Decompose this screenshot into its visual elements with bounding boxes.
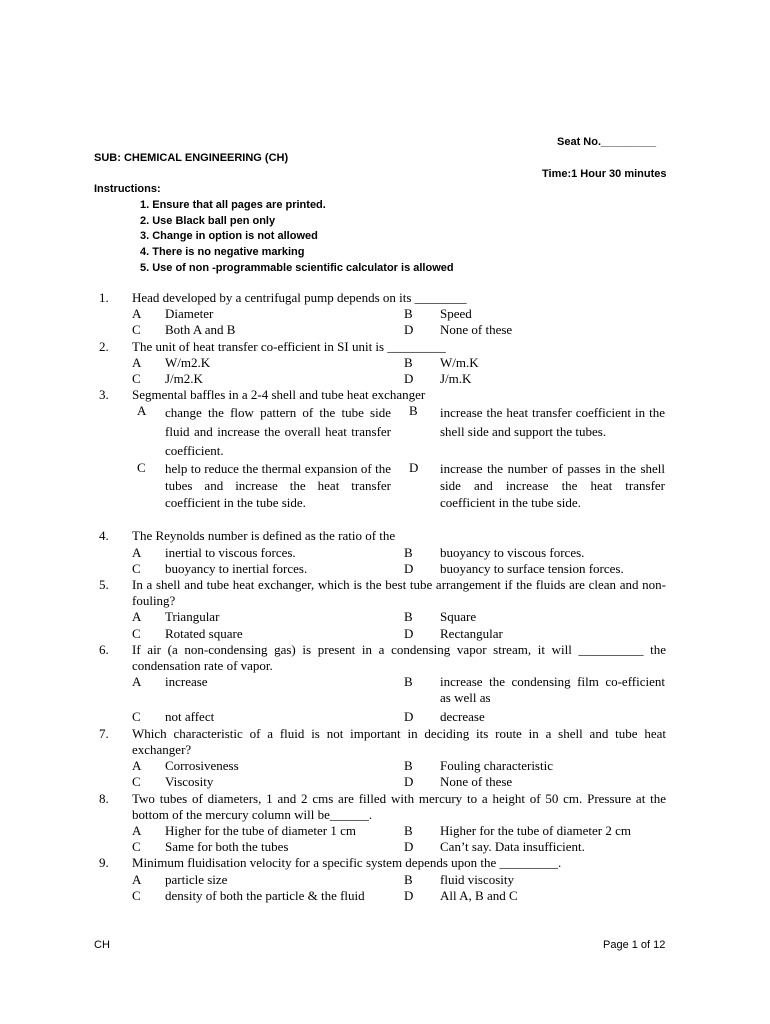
option-letter: B xyxy=(404,306,413,322)
option-text: Both A and B xyxy=(165,322,236,338)
question-number: 4. xyxy=(99,528,109,544)
option-letter: B xyxy=(404,871,413,887)
instructions-heading: Instructions: xyxy=(94,183,161,195)
option-text: not affect xyxy=(165,708,215,724)
question-3 xyxy=(0,387,770,528)
option-text: Fouling characteristic xyxy=(440,758,553,774)
option-text: Can’t say. Data insufficient. xyxy=(440,839,585,855)
option-text: density of both the particle & the fluid xyxy=(165,887,365,903)
option-letter: A xyxy=(132,609,142,625)
option-row xyxy=(0,371,770,387)
option-letter: C xyxy=(132,625,141,641)
question-list xyxy=(0,290,770,920)
option-letter: D xyxy=(409,460,419,476)
option-row xyxy=(0,306,770,322)
option-text: particle size xyxy=(165,871,228,887)
question-7 xyxy=(0,726,770,791)
option-text: J/m.K xyxy=(440,371,472,387)
option-row xyxy=(0,823,770,839)
option-text: Rotated square xyxy=(165,625,243,641)
option-letter: A xyxy=(132,544,142,560)
option-letter: C xyxy=(137,460,146,476)
option-letter: A xyxy=(132,823,142,839)
option-letter: D xyxy=(404,625,414,641)
option-row xyxy=(0,709,770,726)
option-text: increase the heat transfer coefficient in the shell side and support the tubes. xyxy=(440,405,665,440)
question-number: 6. xyxy=(99,641,109,657)
option-text: Rectangular xyxy=(440,625,503,641)
option-letter: C xyxy=(132,322,141,338)
question-9 xyxy=(0,855,770,920)
question-1 xyxy=(0,290,770,339)
option-text: Triangular xyxy=(165,609,220,625)
option-letter: D xyxy=(404,560,414,576)
option-row xyxy=(0,674,770,708)
question-number: 1. xyxy=(99,290,109,305)
question-8 xyxy=(0,791,770,856)
question-text: If air (a non-condensing gas) is present in a condensing vapor stream, it will __________ the condensation rate of vapor. xyxy=(132,641,666,674)
question-number: 3. xyxy=(99,387,109,403)
option-letter: B xyxy=(409,403,418,419)
question-text: The Reynolds number is defined as the ratio of the xyxy=(132,528,396,544)
option-row xyxy=(0,888,770,920)
option-text: All A, B and C xyxy=(440,887,518,903)
option-text: None of these xyxy=(440,322,513,338)
option-letter: C xyxy=(132,371,141,387)
question-number: 9. xyxy=(99,855,109,871)
option-row xyxy=(0,545,770,561)
option-text: buoyancy to inertial forces. xyxy=(165,560,308,576)
option-letter: C xyxy=(132,839,141,855)
option-text: Same for both the tubes xyxy=(165,839,289,855)
question-number: 5. xyxy=(99,577,109,593)
option-letter: A xyxy=(132,674,142,690)
exam-duration: Time:1 Hour 30 minutes xyxy=(542,168,667,180)
question-number: 7. xyxy=(99,725,109,741)
option-letter: A xyxy=(132,306,142,322)
option-text: Square xyxy=(440,609,477,625)
question-4 xyxy=(0,528,770,577)
instructions-list xyxy=(140,198,454,277)
option-row xyxy=(0,609,770,625)
option-text: Higher for the tube of diameter 2 cm xyxy=(440,823,631,839)
option-text: Speed xyxy=(440,306,472,322)
option-text: change the flow pattern of the tube side fluid and increase the overall heat transfer coefficient. xyxy=(165,405,391,459)
instruction-item: 5. Use of non -programmable scientific calculator is allowed xyxy=(140,261,454,274)
option-row xyxy=(0,758,770,774)
option-text: buoyancy to viscous forces. xyxy=(440,544,585,560)
option-row xyxy=(0,872,770,888)
question-text: Head developed by a centrifugal pump depends on its ________ xyxy=(132,290,467,305)
option-text: J/m2.K xyxy=(165,371,203,387)
option-letter: B xyxy=(404,544,413,560)
option-letter: C xyxy=(132,560,141,576)
option-letter: A xyxy=(132,871,142,887)
option-letter: D xyxy=(404,708,414,724)
option-text: inertial to viscous forces. xyxy=(165,544,296,560)
option-text: buoyancy to surface tension forces. xyxy=(440,560,624,576)
option-letter: D xyxy=(404,887,414,903)
question-text: Two tubes of diameters, 1 and 2 cms are filled with mercury to a height of 50 cm. Pressure at the bottom of the mercury column will be______. xyxy=(132,790,666,822)
option-row xyxy=(0,355,770,371)
option-text: increase the condensing film co-efficient as well as xyxy=(440,674,665,706)
option-letter: A xyxy=(137,403,147,419)
question-text: In a shell and tube heat exchanger, which is the best tube arrangement if the fluids are clean and non-fouling? xyxy=(132,577,666,609)
option-letter: C xyxy=(132,708,141,724)
option-letter: A xyxy=(132,354,142,370)
option-letter: D xyxy=(404,839,414,855)
option-letter: B xyxy=(404,609,413,625)
option-letter: C xyxy=(132,774,141,790)
question-6 xyxy=(0,642,770,726)
option-text: fluid viscosity xyxy=(440,871,515,887)
question-text: Minimum fluidisation velocity for a specific system depends upon the _________. xyxy=(132,855,562,871)
option-letter: B xyxy=(404,758,413,774)
instruction-item: 4. There is no negative marking xyxy=(140,246,305,259)
option-row xyxy=(0,322,770,338)
instruction-item: 3. Change in option is not allowed xyxy=(140,230,318,243)
option-letter: B xyxy=(404,674,413,690)
instruction-item: 1. Ensure that all pages are printed. xyxy=(140,199,326,211)
option-letter: D xyxy=(404,322,414,338)
question-number: 2. xyxy=(99,338,109,354)
option-letter: C xyxy=(132,887,141,903)
option-text: Viscosity xyxy=(165,774,214,790)
option-text: Diameter xyxy=(165,306,214,322)
option-letter: B xyxy=(404,354,413,370)
option-row xyxy=(0,626,770,642)
option-row xyxy=(0,403,770,460)
option-text: Higher for the tube of diameter 1 cm xyxy=(165,823,356,839)
question-text: The unit of heat transfer co-efficient in SI unit is _________ xyxy=(132,338,446,354)
footer-subject-code: CH xyxy=(94,939,110,951)
subject-title: SUB: CHEMICAL ENGINEERING (CH) xyxy=(94,152,289,164)
option-text: help to reduce the thermal expansion of the tubes and increase the heat transfer coefficient in the tube side. xyxy=(165,461,391,511)
option-text: Corrosiveness xyxy=(165,758,239,774)
option-letter: B xyxy=(404,823,413,839)
option-text: W/m2.K xyxy=(165,354,211,370)
question-5 xyxy=(0,577,770,642)
option-text: increase xyxy=(165,674,208,690)
option-row xyxy=(0,839,770,855)
question-text: Segmental baffles in a 2-4 shell and tube heat exchanger xyxy=(132,387,426,403)
option-letter: D xyxy=(404,774,414,790)
instruction-item: 2. Use Black ball pen only xyxy=(140,214,276,227)
question-2 xyxy=(0,339,770,388)
option-letter: A xyxy=(132,758,142,774)
option-row xyxy=(0,774,770,790)
page-number: Page 1 of 12 xyxy=(603,939,666,951)
option-row xyxy=(0,561,770,577)
question-text: Which characteristic of a fluid is not important in deciding its route in a shell and tube heat exchanger? xyxy=(132,725,666,758)
option-text: decrease xyxy=(440,708,485,724)
option-row xyxy=(0,460,770,528)
option-text: None of these xyxy=(440,774,513,790)
seat-number: Seat No._________ xyxy=(557,136,657,148)
question-number: 8. xyxy=(99,790,109,806)
option-text: W/m.K xyxy=(440,354,479,370)
option-letter: D xyxy=(404,371,414,387)
option-text: increase the number of passes in the shell side and increase the heat transfer coefficient in the tube side. xyxy=(440,461,665,511)
